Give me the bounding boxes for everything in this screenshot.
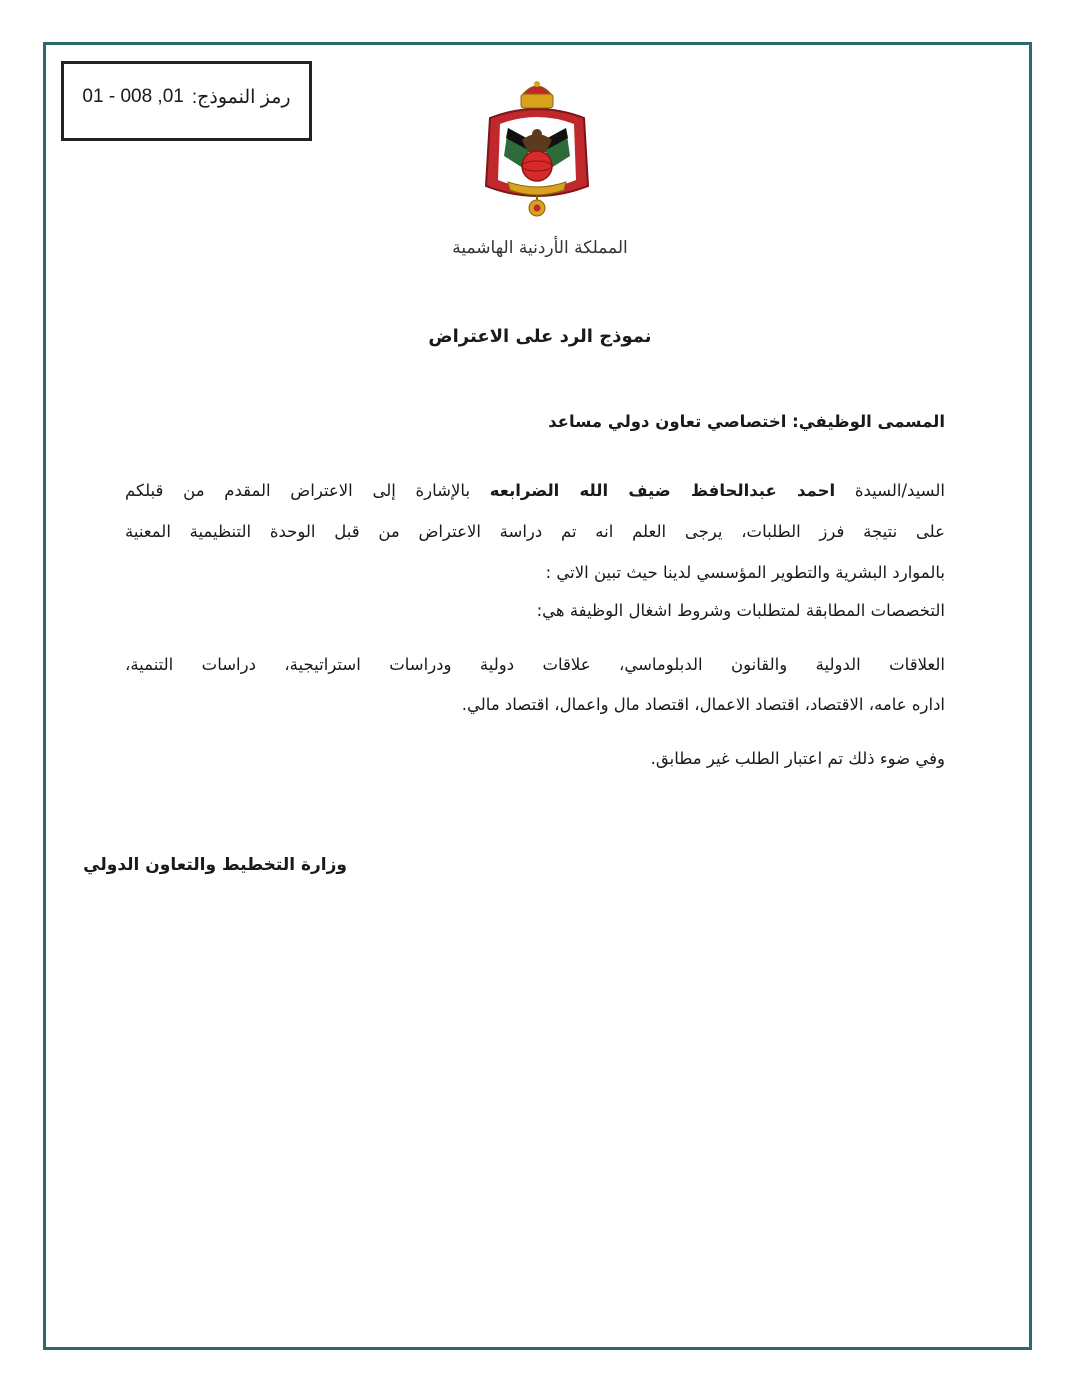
- specializations-line-2: اداره عامه، الاقتصاد، اقتصاد الاعمال، اقتصاد مال واعمال، اقتصاد مالي.: [461, 695, 945, 714]
- job-title: المسمى الوظيفي: اختصاصي تعاون دولي مساعد: [548, 412, 945, 431]
- form-code-box: [61, 61, 312, 141]
- form-code-value: 01 - 008 ,01: [82, 86, 184, 107]
- paragraph-line-3: بالموارد البشرية والتطوير المؤسسي لدينا حيث تبين الاتي :: [545, 563, 945, 582]
- form-code-label: رمز النموذج:: [191, 87, 291, 108]
- conclusion: وفي ضوء ذلك تم اعتبار الطلب غير مطابق.: [650, 749, 945, 768]
- kingdom-name: المملكة الأردنية الهاشمية: [452, 238, 628, 258]
- paragraph-line-2: على نتيجة فرز الطلبات، يرجى العلم انه تم دراسة الاعتراض من قبل الوحدة التنظيمية المعنية: [125, 522, 945, 541]
- applicant-name: احمد عبدالحافظ ضيف الله الضرابعه: [489, 481, 836, 500]
- document-title: نموذج الرد على الاعتراض: [428, 326, 652, 347]
- paragraph-line-1-rest: بالإشارة إلى الاعتراض المقدم من قبلكم: [125, 481, 471, 500]
- specializations-heading: التخصصات المطابقة لمتطلبات وشروط اشغال الوظيفة هي:: [536, 601, 945, 620]
- specializations-line-1: العلاقات الدولية والقانون الدبلوماسي، علاقات دولية ودراسات استراتيجية، دراسات التنمية،: [125, 655, 945, 674]
- addressee-prefix: السيد/السيدة: [854, 481, 946, 500]
- ministry-signature: وزارة التخطيط والتعاون الدولي: [83, 855, 347, 875]
- paragraph-line-1: [125, 481, 945, 500]
- coat-of-arms-emblem: [478, 78, 596, 228]
